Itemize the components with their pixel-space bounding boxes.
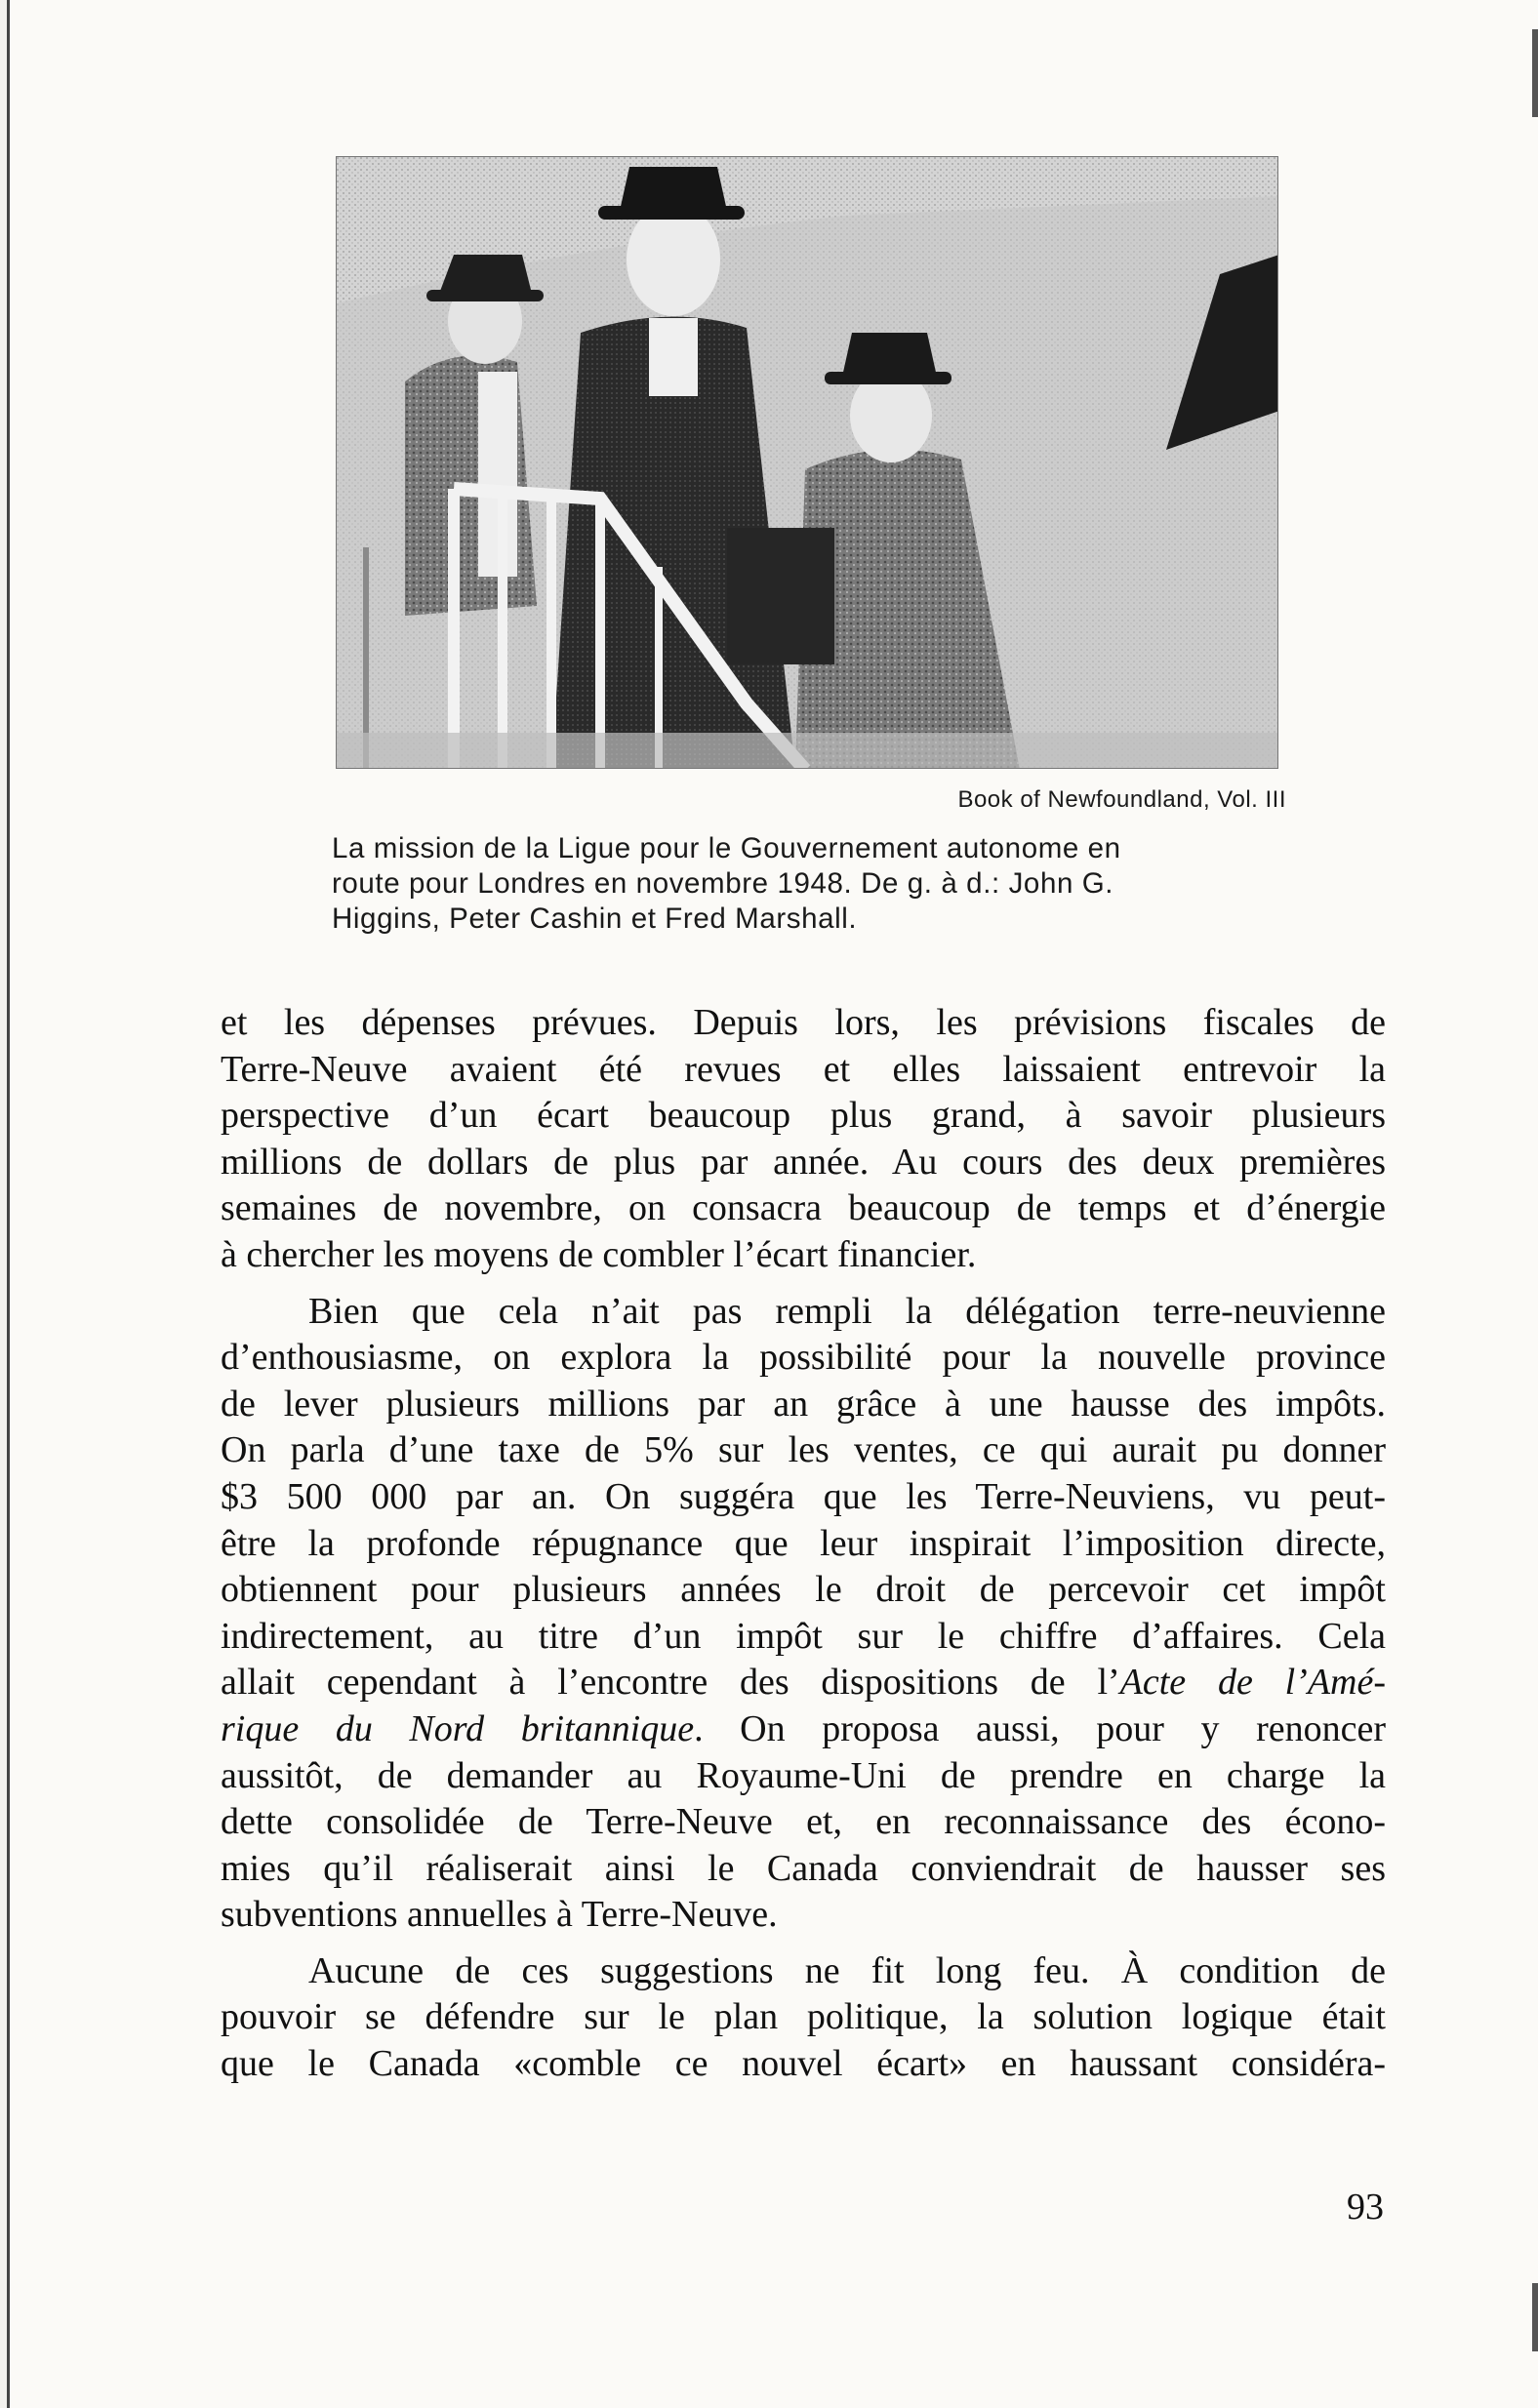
- paragraph: [221, 1000, 1386, 1279]
- caption-line: Higgins, Peter Cashin et Fred Marshall.: [332, 903, 858, 935]
- text-line: allait cependant à l’encontre des dispositions de l’Acte de l’Amé-: [221, 1662, 1386, 1704]
- text-line: de lever plusieurs millions par an grâce à une hausse des impôts.: [221, 1383, 1386, 1425]
- text-line: On parla d’une taxe de 5% sur les ventes, ce qui aurait pu donner: [221, 1429, 1386, 1471]
- text-line: Terre-Neuve avaient été revues et elles laissaient entrevoir la: [221, 1048, 1386, 1090]
- text-line: obtiennent pour plusieurs années le droit de percevoir cet impôt: [221, 1569, 1386, 1611]
- caption-line: route pour Londres en novembre 1948. De g. à d.: John G.: [332, 867, 1114, 900]
- paragraph: [221, 1948, 1386, 2088]
- text-line: Aucune de ces suggestions ne fit long feu. À condition de: [308, 1949, 1386, 1991]
- text-line: Bien que cela n’ait pas rempli la délégation terre-neuvienne: [308, 1290, 1386, 1332]
- text-line: pouvoir se défendre sur le plan politique, la solution logique était: [221, 1996, 1386, 2038]
- text-line: et les dépenses prévues. Depuis lors, les prévisions fiscales de: [221, 1002, 1386, 1043]
- text-line: que le Canada «comble ce nouvel écart» en haussant considéra-: [221, 2043, 1386, 2085]
- paragraph: [221, 1289, 1386, 1939]
- text-line: être la profonde répugnance que leur inspirait l’imposition directe,: [221, 1522, 1386, 1564]
- text-line: $3 500 000 par an. On suggéra que les Terre-Neuviens, vu peut-: [221, 1475, 1386, 1517]
- scan-right-mark: [1532, 29, 1538, 117]
- text-line: semaines de novembre, on consacra beaucoup de temps et d’énergie: [221, 1187, 1386, 1229]
- caption-line: La mission de la Ligue pour le Gouvernement autonome en: [332, 832, 1121, 864]
- text-line: aussitôt, de demander au Royaume-Uni de prendre en charge la: [221, 1754, 1386, 1796]
- photo-caption: [332, 831, 1288, 937]
- text-line: subventions annuelles à Terre-Neuve.: [221, 1894, 778, 1936]
- text-line: à chercher les moyens de combler l’écart financier.: [221, 1233, 977, 1275]
- photograph-illustration: [337, 157, 1278, 769]
- text-line: dette consolidée de Terre-Neuve et, en reconnaissance des écono-: [221, 1801, 1386, 1843]
- text-line: mies qu’il réaliserait ainsi le Canada conviendrait de hausser ses: [221, 1847, 1386, 1889]
- text-line: perspective d’un écart beaucoup plus grand, à savoir plusieurs: [221, 1095, 1386, 1137]
- scan-right-mark: [1532, 2283, 1538, 2351]
- photograph: [336, 156, 1278, 769]
- text-line: rique du Nord britannique. On proposa aussi, pour y renoncer: [221, 1707, 1387, 1749]
- page-number: 93: [1347, 2187, 1384, 2227]
- scan-left-edge: [0, 0, 10, 2408]
- body-text: [221, 1000, 1386, 2088]
- photo-source-credit: Book of Newfoundland, Vol. III: [957, 786, 1286, 813]
- text-line: d’enthousiasme, on explora la possibilité pour la nouvelle province: [221, 1337, 1386, 1379]
- text-line: millions de dollars de plus par année. Au cours des deux premières: [221, 1141, 1386, 1183]
- text-line: indirectement, au titre d’un impôt sur le chiffre d’affaires. Cela: [221, 1615, 1386, 1657]
